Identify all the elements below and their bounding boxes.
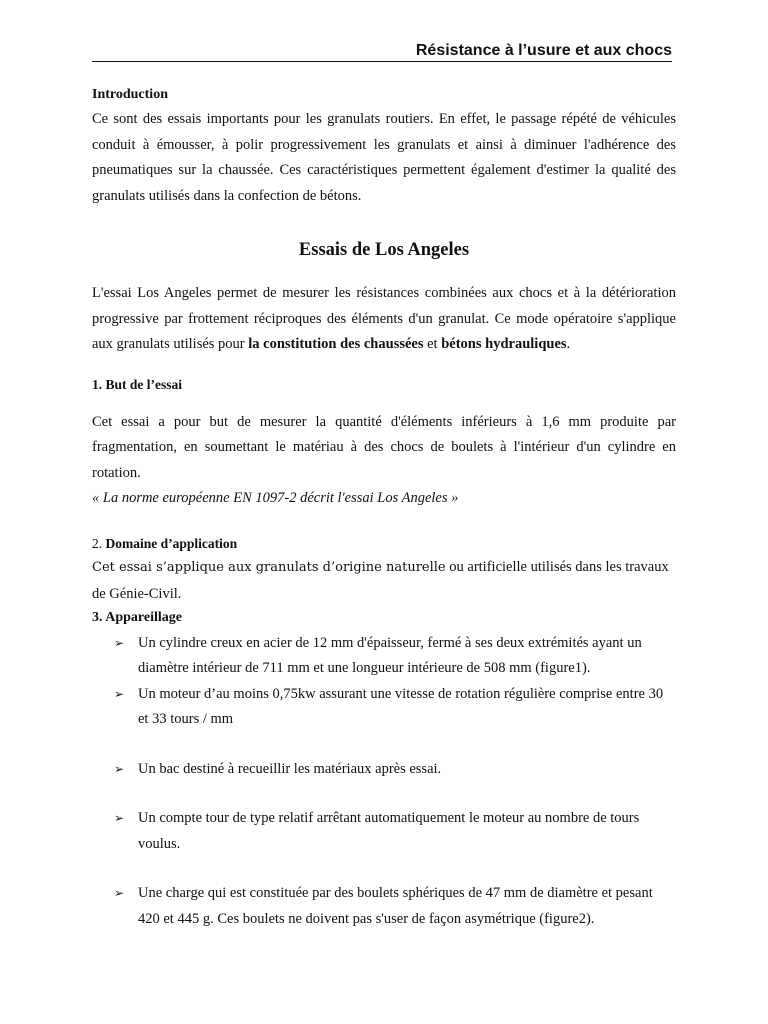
- la-text-1: L'essai Los Angeles permet de mesurer les résistances combinées aux chocs et à la détérioration progressive par frottement réciproques des éléments d'un granulat. Ce mode opératoire s'applique aux granulats utilisés pour: [92, 285, 676, 352]
- header-rule: [92, 61, 672, 62]
- section2-title: Domaine d’application: [105, 535, 238, 551]
- list-item: [92, 806, 676, 857]
- equipment-list: [92, 631, 676, 933]
- list-item-text: Un cylindre creux en acier de 12 mm d'épaisseur, fermé à ses deux extrémités ayant un diamètre intérieur de 711 mm et une longueur intérieure de 508 mm (figure1).: [138, 634, 642, 676]
- intro-paragraph: Ce sont des essais importants pour les granulats routiers. En effet, le passage répété de véhicules conduit à émousser, à polir progressivement les granulats et ainsi à diminuer l'adhérence des pneumatiques sur la chaussée. Ces caractéristiques permettent également d'estimer la qualité des granulats utilisés dans la confection de bétons.: [92, 111, 676, 204]
- list-item: [92, 631, 676, 682]
- list-item: [92, 682, 676, 733]
- section3-heading: 3. Appareillage: [92, 609, 182, 625]
- section2-paragraph: [92, 554, 676, 607]
- list-item-text: Une charge qui est constituée par des boulets sphériques de 47 mm de diamètre et pesant 420 et 445 g. Ces boulets ne doivent pas s'user de façon asymétrique (figure2).: [138, 885, 653, 927]
- section2-text-b: ou artificielle utilisés dans les travaux de Génie-Civil.: [92, 558, 669, 602]
- list-item-text: Un moteur d’au moins 0,75kw assurant une vitesse de rotation régulière comprise entre 30 et 33 tours / mm: [138, 685, 664, 727]
- list-item-text: Un compte tour de type relatif arrêtant automatiquement le moteur au nombre de tours voulus.: [138, 810, 640, 852]
- arrow-bullet-icon: ➢: [114, 886, 125, 900]
- list-item: [92, 881, 676, 932]
- list-item-text: Un bac destiné à recueillir les matériaux après essai.: [138, 760, 442, 777]
- la-text-2: et: [423, 336, 442, 352]
- running-header-title: Résistance à l’usure et aux chocs: [415, 42, 672, 59]
- arrow-bullet-icon: ➢: [114, 761, 125, 776]
- section1-paragraph: Cet essai a pour but de mesurer la quantité d'éléments inférieurs à 1,6 mm produite par fragmentation, en soumettant le matériau à des chocs de boulets à l'intérieur d'un cylindre en rotation.: [92, 413, 676, 481]
- arrow-bullet-icon: ➢: [114, 635, 125, 650]
- main-title: Essais de Los Angeles: [298, 240, 470, 260]
- section2-number: 2.: [92, 535, 103, 551]
- la-bold-2: bétons hydrauliques: [441, 336, 567, 352]
- section2-text-a: Cet essai s’applique aux granulats d’origine naturelle: [92, 559, 446, 575]
- los-angeles-paragraph: [92, 281, 676, 358]
- arrow-bullet-icon: ➢: [114, 811, 125, 825]
- section1-quote: « La norme européenne EN 1097-2 décrit l'essai Los Angeles »: [92, 490, 459, 506]
- section1-heading: 1. But de l’essai: [92, 376, 183, 392]
- la-bold-1: la constitution des chaussées: [248, 336, 424, 352]
- intro-heading: Introduction: [92, 87, 168, 102]
- arrow-bullet-icon: ➢: [114, 686, 125, 701]
- la-text-3: .: [566, 336, 571, 352]
- section2-heading: [92, 534, 676, 554]
- list-item: [92, 757, 676, 783]
- page-content: [92, 83, 676, 932]
